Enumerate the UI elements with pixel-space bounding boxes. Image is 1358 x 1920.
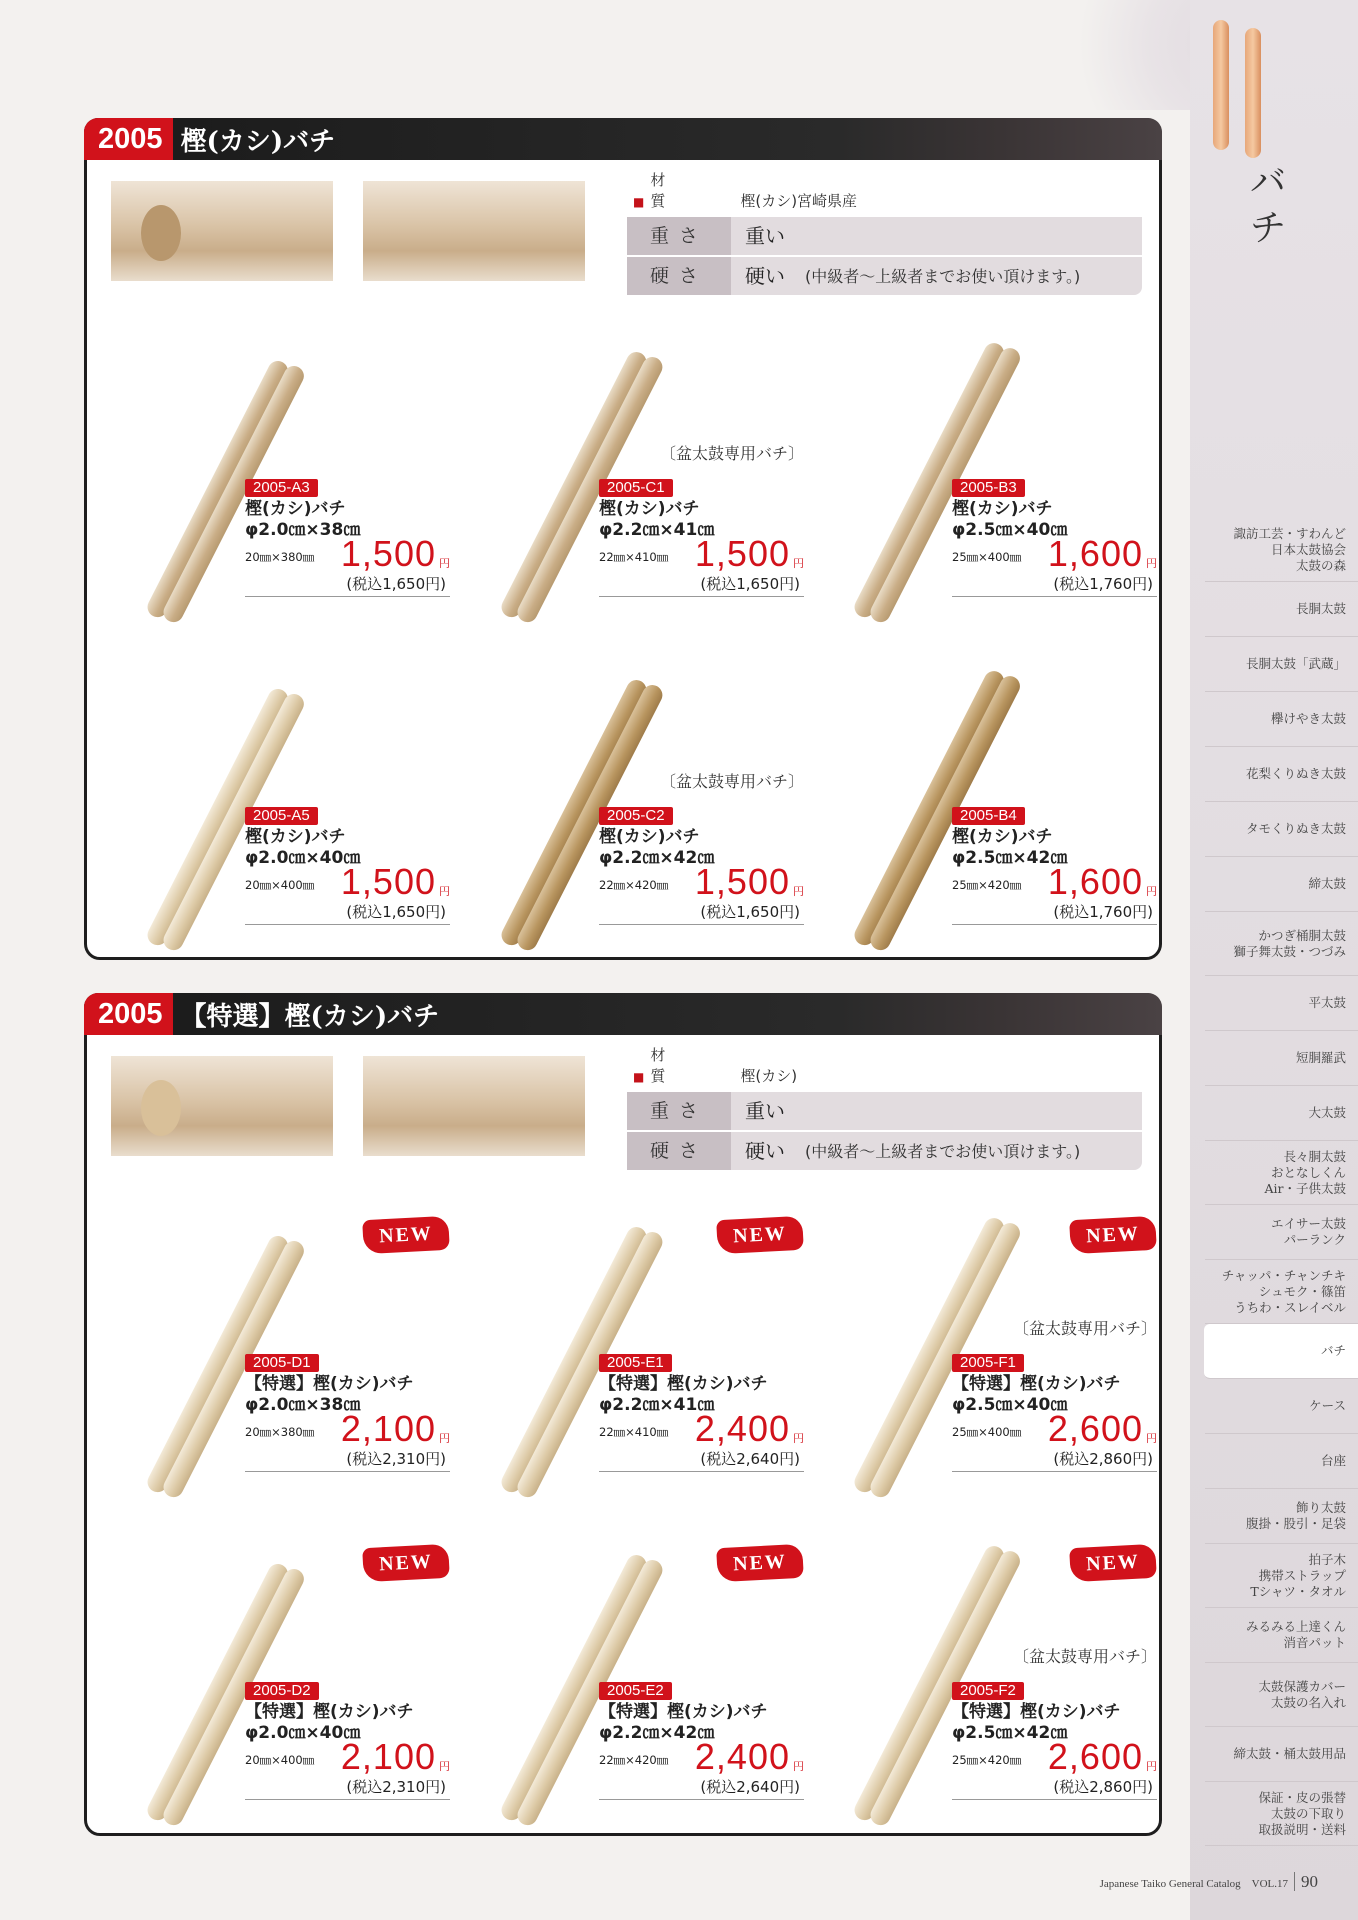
nav-item[interactable]: 飾り太鼓 腹掛・股引・足袋 bbox=[1205, 1489, 1358, 1544]
price-line bbox=[599, 861, 804, 902]
category-title: バチ bbox=[1250, 162, 1287, 249]
yen-unit: 円 bbox=[439, 885, 450, 898]
nav-item[interactable]: 諏訪工芸・すわんど 日本太鼓協会 太鼓の森 bbox=[1205, 518, 1358, 582]
product-size: φ2.5㎝×42㎝ bbox=[952, 1723, 1068, 1743]
tax-included-price: (税込1,760円) bbox=[952, 573, 1157, 597]
material-value: 樫(カシ)宮崎県産 bbox=[740, 192, 858, 210]
product-code: 2005-E1 bbox=[599, 1354, 672, 1372]
price: 2,600 bbox=[1047, 1736, 1143, 1777]
nav-item[interactable]: 長々胴太鼓 おとなしくん Air・子供太鼓 bbox=[1205, 1141, 1358, 1205]
section-title: 樫(カシ)バチ bbox=[180, 126, 336, 157]
nav-item[interactable]: 締太鼓 bbox=[1205, 857, 1358, 912]
nav-item[interactable]: 締太鼓・桶太鼓用品 bbox=[1205, 1727, 1358, 1782]
nav-item[interactable]: かつぎ桶胴太鼓 獅子舞太鼓・つづみ bbox=[1205, 912, 1358, 976]
tax-included-price: (税込1,650円) bbox=[599, 573, 804, 597]
product-size: φ2.5㎝×40㎝ bbox=[952, 520, 1068, 540]
tax-included-price: (税込2,860円) bbox=[952, 1776, 1157, 1800]
product-size: φ2.0㎝×38㎝ bbox=[245, 1395, 361, 1415]
product-code: 2005-D1 bbox=[245, 1354, 319, 1372]
product-card bbox=[830, 649, 1170, 949]
bon-taiko-note: 〔盆太鼓専用バチ〕 bbox=[1012, 1647, 1157, 1666]
product-code: 2005-C1 bbox=[599, 479, 673, 497]
product-name: 樫(カシ)バチ bbox=[952, 499, 1053, 519]
bon-taiko-note: 〔盆太鼓専用バチ〕 bbox=[1012, 1319, 1157, 1338]
tax-included-price: (税込2,310円) bbox=[245, 1448, 450, 1472]
price: 1,600 bbox=[1047, 861, 1143, 902]
product-card bbox=[477, 321, 817, 621]
bachi-sticks-icon bbox=[1205, 20, 1285, 155]
product-info bbox=[952, 805, 1157, 925]
product-code: 2005-E2 bbox=[599, 1682, 672, 1700]
price-line bbox=[952, 1736, 1157, 1777]
price: 1,500 bbox=[694, 533, 790, 574]
size-mm: 22㎜×410㎜ bbox=[599, 1425, 669, 1439]
yen-unit: 円 bbox=[439, 1760, 450, 1773]
nav-item[interactable]: 大太鼓 bbox=[1205, 1086, 1358, 1141]
price: 2,600 bbox=[1047, 1408, 1143, 1449]
product-card bbox=[123, 1524, 463, 1824]
product-name: 【特選】樫(カシ)バチ bbox=[952, 1702, 1121, 1722]
price-line bbox=[599, 1736, 804, 1777]
yen-unit: 円 bbox=[793, 885, 804, 898]
yen-unit: 円 bbox=[439, 557, 450, 570]
wood-end-photo bbox=[111, 181, 333, 281]
nav-item[interactable]: ケース bbox=[1205, 1379, 1358, 1434]
product-info bbox=[245, 477, 450, 597]
product-code: 2005-A3 bbox=[245, 479, 318, 497]
product-name: 樫(カシ)バチ bbox=[952, 827, 1053, 847]
size-mm: 22㎜×420㎜ bbox=[599, 878, 669, 892]
product-code: 2005-B3 bbox=[952, 479, 1025, 497]
product-card bbox=[123, 321, 463, 621]
product-size: φ2.2㎝×41㎝ bbox=[599, 520, 715, 540]
product-name: 樫(カシ)バチ bbox=[599, 499, 700, 519]
spec-table bbox=[627, 1044, 1142, 1170]
price: 1,500 bbox=[340, 861, 436, 902]
hardness-row: 硬さ 硬い (中級者～上級者までお使い頂けます。) bbox=[627, 1132, 1142, 1170]
product-size: φ2.2㎝×41㎝ bbox=[599, 1395, 715, 1415]
material-line: ■材 質 樫(カシ) bbox=[633, 1046, 798, 1085]
product-name: 樫(カシ)バチ bbox=[599, 827, 700, 847]
price: 2,100 bbox=[340, 1736, 436, 1777]
product-name: 【特選】樫(カシ)バチ bbox=[599, 1374, 768, 1394]
size-mm: 22㎜×420㎜ bbox=[599, 1753, 669, 1767]
nav-item[interactable]: 平太鼓 bbox=[1205, 976, 1358, 1031]
product-size: φ2.5㎝×42㎝ bbox=[952, 848, 1068, 868]
nav-item[interactable]: 短胴羅武 bbox=[1205, 1031, 1358, 1086]
product-size: φ2.2㎝×42㎝ bbox=[599, 1723, 715, 1743]
product-name: 樫(カシ)バチ bbox=[245, 827, 346, 847]
price-line bbox=[952, 861, 1157, 902]
product-section-tokusen-kashi bbox=[84, 993, 1162, 1836]
price-line bbox=[245, 1736, 450, 1777]
spec-table bbox=[627, 169, 1142, 295]
nav-item[interactable]: 台座 bbox=[1205, 1434, 1358, 1489]
price-line bbox=[599, 1408, 804, 1449]
page-footer bbox=[1100, 1872, 1318, 1892]
product-card bbox=[123, 1196, 463, 1496]
page-number: 90 bbox=[1294, 1872, 1318, 1891]
product-name: 【特選】樫(カシ)バチ bbox=[245, 1374, 414, 1394]
price: 2,400 bbox=[694, 1736, 790, 1777]
product-info bbox=[599, 1680, 804, 1800]
nav-item[interactable]: 拍子木 携帯ストラップ Tシャツ・タオル bbox=[1205, 1544, 1358, 1608]
price-line bbox=[245, 861, 450, 902]
size-mm: 20㎜×400㎜ bbox=[245, 1753, 315, 1767]
hardness-row: 硬さ 硬い (中級者～上級者までお使い頂けます。) bbox=[627, 257, 1142, 295]
product-code: 2005-C2 bbox=[599, 807, 673, 825]
section-number: 2005 bbox=[84, 118, 173, 160]
new-badge: NEW bbox=[362, 1544, 450, 1582]
nav-item[interactable]: みるみる上達くん 消音パット bbox=[1205, 1608, 1358, 1663]
section-number: 2005 bbox=[84, 993, 173, 1035]
tax-included-price: (税込1,650円) bbox=[245, 901, 450, 925]
product-info bbox=[245, 805, 450, 925]
product-name: 【特選】樫(カシ)バチ bbox=[599, 1702, 768, 1722]
product-card bbox=[123, 649, 463, 949]
tax-included-price: (税込2,640円) bbox=[599, 1776, 804, 1800]
new-badge: NEW bbox=[716, 1544, 804, 1582]
new-badge: NEW bbox=[362, 1216, 450, 1254]
nav-item[interactable]: 太鼓保護カバー 太鼓の名入れ bbox=[1205, 1663, 1358, 1727]
product-info bbox=[245, 1680, 450, 1800]
side-nav-list bbox=[1205, 518, 1358, 1846]
new-badge: NEW bbox=[716, 1216, 804, 1254]
nav-item[interactable]: タモくりぬき太鼓 bbox=[1205, 802, 1358, 857]
bon-taiko-note: 〔盆太鼓専用バチ〕 bbox=[659, 772, 804, 791]
product-size: φ2.5㎝×40㎝ bbox=[952, 1395, 1068, 1415]
nav-item[interactable]: 欅けやき太鼓 bbox=[1205, 692, 1358, 747]
tax-included-price: (税込1,650円) bbox=[599, 901, 804, 925]
price: 1,500 bbox=[340, 533, 436, 574]
product-info bbox=[599, 444, 804, 597]
wood-grain-photo bbox=[363, 181, 585, 281]
product-info bbox=[952, 477, 1157, 597]
material-value: 樫(カシ) bbox=[740, 1067, 798, 1085]
product-info bbox=[245, 1352, 450, 1472]
price: 1,500 bbox=[694, 861, 790, 902]
yen-unit: 円 bbox=[1146, 885, 1157, 898]
bon-taiko-note: 〔盆太鼓専用バチ〕 bbox=[659, 444, 804, 463]
wood-grain-photo bbox=[363, 1056, 585, 1156]
nav-item[interactable]: バチ bbox=[1204, 1324, 1358, 1379]
weight-row: 重さ 重い bbox=[627, 1092, 1142, 1130]
yen-unit: 円 bbox=[793, 557, 804, 570]
product-card bbox=[830, 321, 1170, 621]
product-name: 【特選】樫(カシ)バチ bbox=[952, 1374, 1121, 1394]
size-mm: 20㎜×400㎜ bbox=[245, 878, 315, 892]
price-line bbox=[952, 1408, 1157, 1449]
product-card bbox=[830, 1196, 1170, 1496]
product-code: 2005-D2 bbox=[245, 1682, 319, 1700]
size-mm: 25㎜×400㎜ bbox=[952, 1425, 1022, 1439]
size-mm: 20㎜×380㎜ bbox=[245, 1425, 315, 1439]
yen-unit: 円 bbox=[1146, 1432, 1157, 1445]
price-line bbox=[245, 533, 450, 574]
nav-item[interactable]: 保証・皮の張替 太鼓の下取り 取扱説明・送料 bbox=[1205, 1782, 1358, 1846]
price: 2,100 bbox=[340, 1408, 436, 1449]
yen-unit: 円 bbox=[1146, 557, 1157, 570]
product-card bbox=[477, 1524, 817, 1824]
product-info bbox=[599, 1352, 804, 1472]
tax-included-price: (税込2,310円) bbox=[245, 1776, 450, 1800]
size-mm: 22㎜×410㎜ bbox=[599, 550, 669, 564]
yen-unit: 円 bbox=[1146, 1760, 1157, 1773]
material-line: ■材 質 樫(カシ)宮崎県産 bbox=[633, 171, 858, 210]
product-code: 2005-A5 bbox=[245, 807, 318, 825]
weight-row: 重さ 重い bbox=[627, 217, 1142, 255]
product-name: 樫(カシ)バチ bbox=[245, 499, 346, 519]
yen-unit: 円 bbox=[439, 1432, 450, 1445]
size-mm: 20㎜×380㎜ bbox=[245, 550, 315, 564]
price-line bbox=[952, 533, 1157, 574]
product-code: 2005-F1 bbox=[952, 1354, 1024, 1372]
product-size: φ2.2㎝×42㎝ bbox=[599, 848, 715, 868]
catalog-name: Japanese Taiko General Catalog VOL.17 bbox=[1099, 1878, 1288, 1890]
price-line bbox=[245, 1408, 450, 1449]
product-card bbox=[477, 1196, 817, 1496]
nav-item[interactable]: チャッパ・チャンチキ シュモク・篠笛 うちわ・スレイベル bbox=[1205, 1260, 1358, 1324]
product-section-kashi bbox=[84, 118, 1162, 960]
nav-item[interactable]: 花梨くりぬき太鼓 bbox=[1205, 747, 1358, 802]
product-code: 2005-F2 bbox=[952, 1682, 1024, 1700]
product-info bbox=[952, 1647, 1157, 1800]
wood-end-photo bbox=[111, 1056, 333, 1156]
product-size: φ2.0㎝×38㎝ bbox=[245, 520, 361, 540]
section-title: 【特選】樫(カシ)バチ bbox=[180, 1001, 440, 1032]
product-name: 【特選】樫(カシ)バチ bbox=[245, 1702, 414, 1722]
size-mm: 25㎜×420㎜ bbox=[952, 878, 1022, 892]
yen-unit: 円 bbox=[793, 1432, 804, 1445]
yen-unit: 円 bbox=[793, 1760, 804, 1773]
tax-included-price: (税込2,860円) bbox=[952, 1448, 1157, 1472]
nav-item[interactable]: 長胴太鼓「武蔵」 bbox=[1205, 637, 1358, 692]
new-badge: NEW bbox=[1069, 1544, 1157, 1582]
tax-included-price: (税込1,650円) bbox=[245, 573, 450, 597]
tax-included-price: (税込2,640円) bbox=[599, 1448, 804, 1472]
section-header bbox=[84, 118, 1162, 160]
price-line bbox=[599, 533, 804, 574]
new-badge: NEW bbox=[1069, 1216, 1157, 1254]
product-info bbox=[952, 1319, 1157, 1472]
product-code: 2005-B4 bbox=[952, 807, 1025, 825]
nav-item[interactable]: 長胴太鼓 bbox=[1205, 582, 1358, 637]
size-mm: 25㎜×400㎜ bbox=[952, 550, 1022, 564]
product-size: φ2.0㎝×40㎝ bbox=[245, 848, 361, 868]
section-header bbox=[84, 993, 1162, 1035]
price: 1,600 bbox=[1047, 533, 1143, 574]
price: 2,400 bbox=[694, 1408, 790, 1449]
product-card bbox=[477, 649, 817, 949]
tax-included-price: (税込1,760円) bbox=[952, 901, 1157, 925]
nav-item[interactable]: エイサー太鼓 パーランク bbox=[1205, 1205, 1358, 1260]
size-mm: 25㎜×420㎜ bbox=[952, 1753, 1022, 1767]
product-info bbox=[599, 772, 804, 925]
product-size: φ2.0㎝×40㎝ bbox=[245, 1723, 361, 1743]
product-card bbox=[830, 1524, 1170, 1824]
